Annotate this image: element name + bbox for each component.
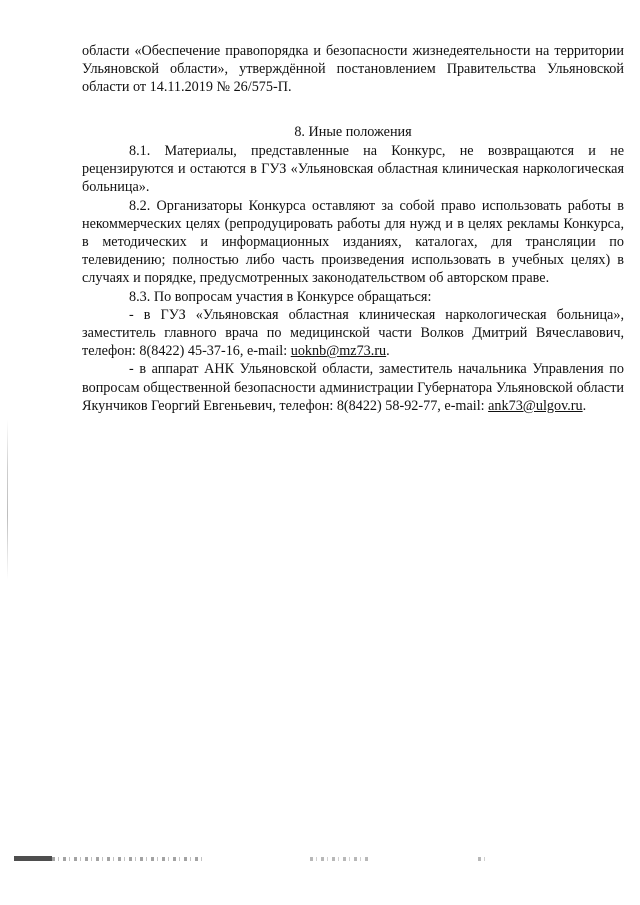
intro-text: области «Обеспечение правопорядка и безопасности жизнедеятельности на территории Ульяновской области», утверждённой постановлением Правительства Ульяновской области от 14.11.2019 № 26/575-П. (82, 43, 624, 96)
scan-noise-artifact (14, 856, 52, 861)
contact-1-text: - в ГУЗ «Ульяновская областная клиническая наркологическая больница», заместитель главного врача по медицинской части Волков Дмитрий Вячеславович, телефон: 8(8422) 45-37-16, e-mail: (82, 306, 624, 360)
intro-paragraph (82, 42, 624, 97)
scan-noise-artifact (52, 857, 202, 861)
section-heading: 8. Иные положения (294, 124, 412, 140)
paragraph-8-1: 8.1. Материалы, представленные на Конкурс, не возвращаются и не рецензируются и остаются в ГУЗ «Ульяновская областная клиническая наркологическая больница». (82, 143, 624, 196)
section-body (82, 142, 624, 415)
contact-2-email-link[interactable]: ank73@ulgov.ru (488, 397, 583, 414)
scan-noise-artifact (478, 857, 488, 861)
scan-edge-artifact (7, 420, 8, 580)
scan-noise-artifact (310, 857, 370, 861)
contact-item-2 (82, 360, 624, 415)
contact-2-text: - в аппарат АНК Ульяновской области, заместитель начальника Управления по вопросам общественной безопасности администрации Губернатора Ульяновской области Якунчиков Георгий Евгеньевич, телефон: 8(8422) 58-92-77, e-mail: (82, 361, 624, 414)
paragraph-8-2: 8.2. Организаторы Конкурса оставляют за собой право использовать работы в некоммерческих целях (репродуцировать работы для нужд и в целях рекламы Конкурса, в методических и информационных изданиях, каталогах, для трансляции по телевидению; полностью либо часть произведения использовать в учебных целях) в случаях и порядке, предусмотренных законодательством об авторском праве. (82, 197, 624, 287)
contact-item-1 (82, 306, 624, 361)
contact-1-end: . (386, 343, 390, 360)
contact-1-email-link[interactable]: uoknb@mz73.ru (290, 343, 387, 360)
contact-2-end: . (582, 397, 587, 414)
paragraph-8-3: 8.3. По вопросам участия в Конкурсе обращаться: (129, 288, 432, 305)
